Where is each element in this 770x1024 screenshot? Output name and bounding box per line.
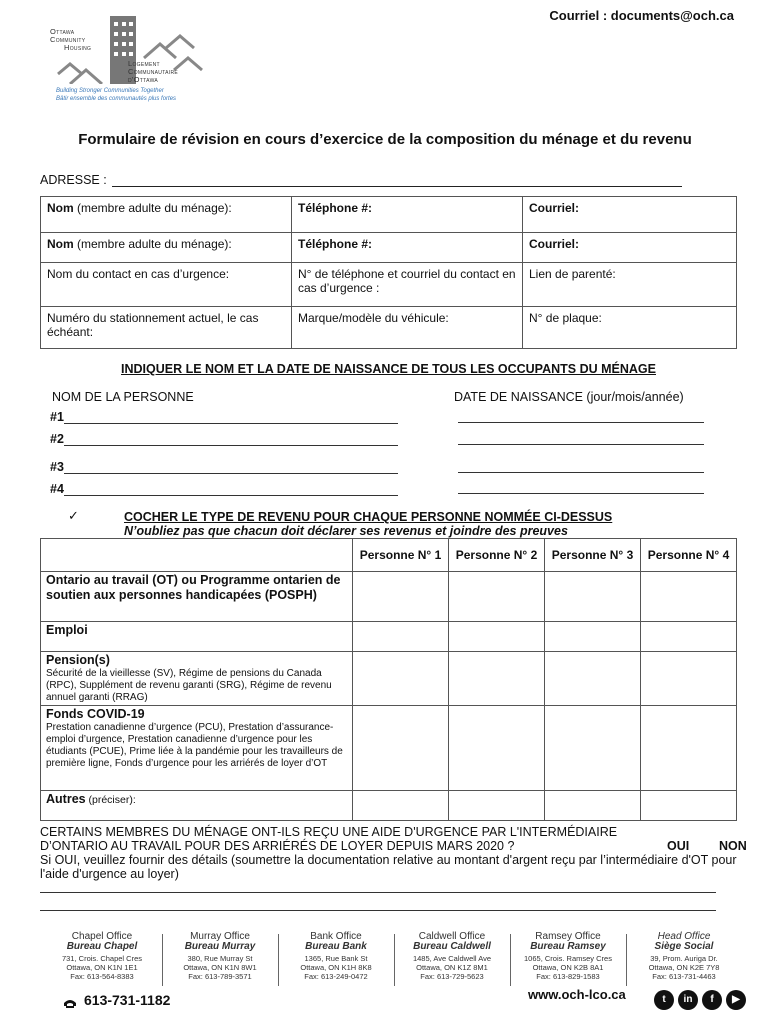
address-field[interactable] bbox=[40, 173, 682, 187]
income-cell-covid-3[interactable] bbox=[545, 706, 641, 791]
vehicle-model-cell[interactable]: Marque/modèle du véhicule: bbox=[292, 307, 523, 349]
office-ramsey: Ramsey Office Bureau Ramsey 1065, Crois. Ramsey Cres Ottawa, ON K2B 8A1 Fax: 613-829-1583 bbox=[524, 931, 612, 981]
youtube-icon[interactable]: ▶ bbox=[726, 990, 746, 1010]
occupant-dob-line-2[interactable] bbox=[458, 444, 704, 445]
contact-row-1 bbox=[41, 197, 737, 233]
occupant-dob-line-4[interactable] bbox=[458, 493, 704, 494]
income-label-pension: Pension(s) Sécurité de la vieillesse (SV), Régime de pensions du Canada (RPC), Supplément de revenu garanti (SRG), Régime de revenu annuel garanti (RRAG) bbox=[41, 652, 353, 706]
logo-tagline-en: Building Stronger Communities Together bbox=[56, 88, 164, 94]
checkmark-icon: ✓ bbox=[68, 508, 79, 523]
phone-icon bbox=[62, 993, 78, 1009]
person-1-header: Personne N° 1 bbox=[353, 539, 449, 572]
person-3-header: Personne N° 3 bbox=[545, 539, 641, 572]
office-divider bbox=[162, 934, 163, 986]
emergency-question-block bbox=[40, 825, 747, 881]
occupant-dob-line-1[interactable] bbox=[458, 422, 704, 423]
logo-line-5: Communautaire bbox=[128, 67, 179, 76]
contact-row-4 bbox=[41, 307, 737, 349]
address-line[interactable] bbox=[112, 175, 682, 187]
address-label: ADRESSE : bbox=[40, 173, 107, 187]
income-label-autres: Autres (préciser): bbox=[41, 791, 353, 821]
relationship-cell[interactable]: Lien de parenté: bbox=[523, 263, 737, 307]
office-murray: Murray Office Bureau Murray 380, Rue Murray St Ottawa, ON K1N 8W1 Fax: 613-789-3571 bbox=[183, 931, 257, 981]
non-option[interactable]: NON bbox=[719, 839, 747, 853]
contact-name-cell-1[interactable]: Nom (membre adulte du ménage): bbox=[41, 197, 292, 233]
contact-email-cell-2[interactable]: Courriel: bbox=[523, 233, 737, 263]
income-cell-pension-4[interactable] bbox=[641, 652, 737, 706]
income-row-emploi bbox=[41, 622, 737, 652]
logo-line-1: Ottawa bbox=[50, 27, 75, 36]
occupant-row-1[interactable]: #1 bbox=[50, 410, 398, 424]
income-cell-covid-2[interactable] bbox=[449, 706, 545, 791]
office-divider bbox=[278, 934, 279, 986]
income-label-covid: Fonds COVID-19 Prestation canadienne d’urgence (PCU), Prestation d’assurance-emploi d’urgence, Prestation canadienne d’urgence pour les étudiants (PCUE), Prime liée à la pandémie pour les travailleurs de première ligne, Fonds d’urgence pour les arriérés de loyer d’OT bbox=[41, 706, 353, 791]
occupant-row-2[interactable]: #2 bbox=[50, 432, 398, 446]
income-cell-autres-2[interactable] bbox=[449, 791, 545, 821]
income-cell-ot-4[interactable] bbox=[641, 572, 737, 622]
income-cell-ot-3[interactable] bbox=[545, 572, 641, 622]
occupants-title: INDIQUER LE NOM ET LA DATE DE NAISSANCE DE TOUS LES OCCUPANTS DU MÉNAGE bbox=[121, 362, 656, 376]
contact-phone-cell-1[interactable]: Téléphone #: bbox=[292, 197, 523, 233]
income-cell-emploi-3[interactable] bbox=[545, 622, 641, 652]
contact-table bbox=[40, 196, 737, 349]
logo-line-3: Housing bbox=[64, 43, 92, 52]
income-cell-pension-1[interactable] bbox=[353, 652, 449, 706]
income-row-ot bbox=[41, 572, 737, 622]
plate-number-cell[interactable]: N° de plaque: bbox=[523, 307, 737, 349]
income-cell-emploi-1[interactable] bbox=[353, 622, 449, 652]
office-divider bbox=[510, 934, 511, 986]
emergency-contact-phone-cell[interactable]: N° de téléphone et courriel du contact en cas d’urgence : bbox=[292, 263, 523, 307]
form-title: Formulaire de révision en cours d’exercice de la composition du ménage et du revenu bbox=[78, 131, 692, 148]
income-header-row bbox=[41, 539, 737, 572]
income-label-ot: Ontario au travail (OT) ou Programme ontarien de soutien aux personnes handicapées (POSPH) bbox=[41, 572, 353, 622]
income-label-emploi: Emploi bbox=[41, 622, 353, 652]
income-row-pension bbox=[41, 652, 737, 706]
emergency-details-instruction: Si OUI, veuillez fournir des détails (soumettre la documentation relative au montant d'argent reçu par l’intermédiaire d'OT pour l'aide d'urgence au loyer) bbox=[40, 853, 737, 881]
income-cell-ot-2[interactable] bbox=[449, 572, 545, 622]
logo-line-6: d'Ottawa bbox=[128, 75, 159, 84]
contact-row-3 bbox=[41, 263, 737, 307]
income-cell-pension-3[interactable] bbox=[545, 652, 641, 706]
footer-offices bbox=[50, 932, 750, 992]
contact-name-cell-2[interactable]: Nom (membre adulte du ménage): bbox=[41, 233, 292, 263]
office-bank: Bank Office Bureau Bank 1365, Rue Bank St Ottawa, ON K1H 8K8 Fax: 613-249-0472 bbox=[300, 931, 372, 981]
person-2-header: Personne N° 2 bbox=[449, 539, 545, 572]
income-cell-autres-3[interactable] bbox=[545, 791, 641, 821]
footer-website[interactable]: www.och-lco.ca bbox=[528, 987, 626, 1002]
footer-phone[interactable]: 613-731-1182 bbox=[84, 992, 171, 1008]
income-table bbox=[40, 538, 737, 821]
contact-email-cell-1[interactable]: Courriel: bbox=[523, 197, 737, 233]
occupant-row-3[interactable]: #3 bbox=[50, 460, 398, 474]
header-email: Courriel : documents@och.ca bbox=[549, 8, 734, 23]
office-head: Head Office Siège Social 39, Prom. Auriga Dr. Ottawa, ON K2E 7Y8 Fax: 613-731-4463 bbox=[648, 931, 720, 981]
answer-line-1[interactable] bbox=[40, 892, 716, 893]
occupants-dob-header: DATE DE NAISSANCE (jour/mois/année) bbox=[454, 390, 684, 404]
income-row-autres bbox=[41, 791, 737, 821]
logo-tagline-fr: Bâtir ensemble des communautés plus fortes bbox=[56, 96, 177, 102]
logo-line-2: Community bbox=[50, 35, 86, 44]
och-logo bbox=[44, 8, 224, 108]
income-cell-autres-1[interactable] bbox=[353, 791, 449, 821]
occupants-name-header: NOM DE LA PERSONNE bbox=[52, 390, 194, 404]
occupant-row-4[interactable]: #4 bbox=[50, 482, 398, 496]
income-cell-emploi-2[interactable] bbox=[449, 622, 545, 652]
linkedin-icon[interactable]: in bbox=[678, 990, 698, 1010]
income-cell-covid-4[interactable] bbox=[641, 706, 737, 791]
income-cell-autres-4[interactable] bbox=[641, 791, 737, 821]
twitter-icon[interactable]: t bbox=[654, 990, 674, 1010]
contact-phone-cell-2[interactable]: Téléphone #: bbox=[292, 233, 523, 263]
income-cell-pension-2[interactable] bbox=[449, 652, 545, 706]
occupant-dob-line-3[interactable] bbox=[458, 472, 704, 473]
income-title: COCHER LE TYPE DE REVENU POUR CHAQUE PERSONNE NOMMÉE CI-DESSUS bbox=[124, 510, 613, 524]
logo-line-4: Logement bbox=[128, 59, 160, 68]
office-caldwell: Caldwell Office Bureau Caldwell 1485, Ave Caldwell Ave Ottawa, ON K1Z 8M1 Fax: 613-729-5623 bbox=[412, 931, 492, 981]
income-row-covid bbox=[41, 706, 737, 791]
income-cell-emploi-4[interactable] bbox=[641, 622, 737, 652]
person-4-header: Personne N° 4 bbox=[641, 539, 737, 572]
income-subtitle: N’oubliez pas que chacun doit déclarer ses revenus et joindre des preuves bbox=[124, 524, 568, 538]
office-divider bbox=[626, 934, 627, 986]
facebook-icon[interactable]: f bbox=[702, 990, 722, 1010]
oui-option[interactable]: OUI bbox=[667, 839, 690, 853]
income-cell-covid-1[interactable] bbox=[353, 706, 449, 791]
parking-number-cell[interactable]: Numéro du stationnement actuel, le cas échéant: bbox=[41, 307, 292, 349]
office-divider bbox=[394, 934, 395, 986]
contact-row-2 bbox=[41, 233, 737, 263]
income-header-empty bbox=[41, 539, 353, 572]
emergency-question: CERTAINS MEMBRES DU MÉNAGE ONT-ILS REÇU UNE AIDE D'URGENCE PAR L'INTERMÉDIAIRE D’ONTARIO AU TRAVAIL POUR DES ARRIÉRÉS DE LOYER DEPUIS MARS 2020 ? bbox=[40, 825, 618, 853]
answer-line-2[interactable] bbox=[40, 910, 716, 911]
office-chapel: Chapel Office Bureau Chapel 731, Crois. Chapel Cres Ottawa, ON K1N 1E1 Fax: 613-564-8383 bbox=[61, 931, 143, 981]
emergency-contact-name-cell[interactable]: Nom du contact en cas d’urgence: bbox=[41, 263, 292, 307]
income-cell-ot-1[interactable] bbox=[353, 572, 449, 622]
